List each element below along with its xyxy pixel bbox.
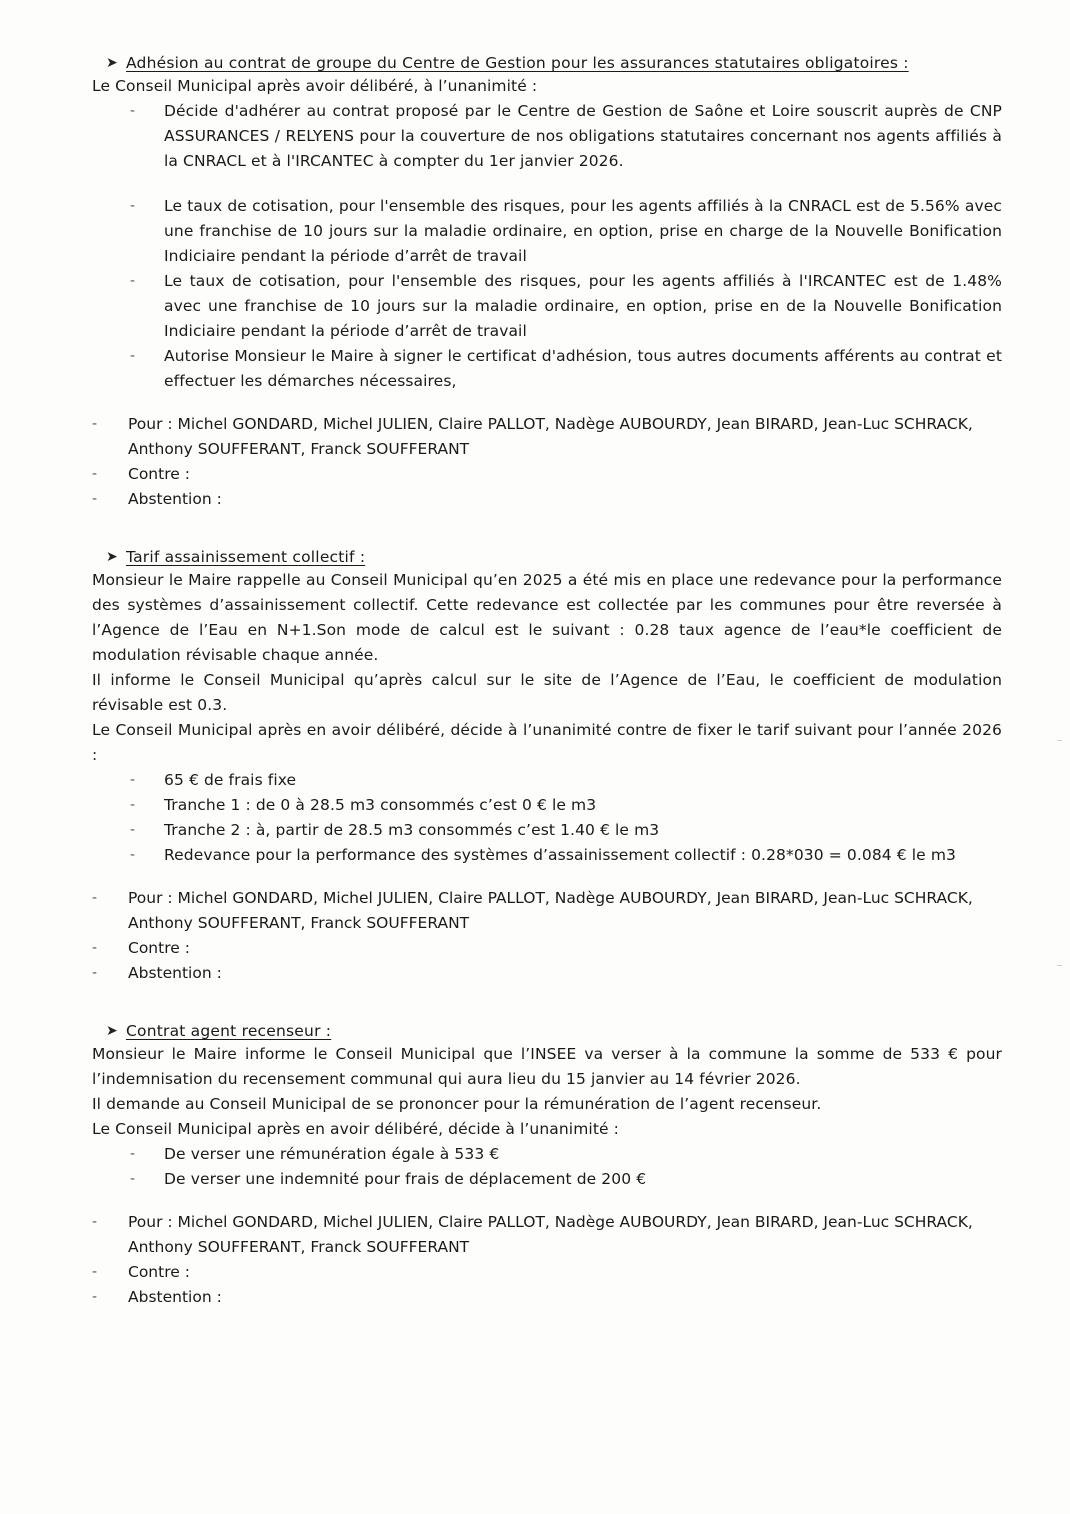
dash-bullet: - [130, 1171, 136, 1187]
dash-bullet: - [130, 273, 136, 289]
tarif-list [130, 768, 1002, 868]
section-heading: Tarif assainissement collectif : [126, 548, 366, 566]
list-item-text: Le taux de cotisation, pour l'ensemble des risques, pour les agents affiliés à la CNRACL est de 5.56% avec une franchise de 10 jours sur la maladie ordinaire, en option, prise en charge de la Nouvelle Bonification Indiciaire pendant la période d’arrêt de travail [164, 197, 1002, 265]
list-item [130, 1167, 1002, 1192]
list-item [130, 768, 1002, 793]
section-tarif-assainissement [92, 546, 1002, 986]
list-item-text: De verser une indemnité pour frais de déplacement de 200 € [164, 1170, 647, 1188]
vote-abstention-text: Abstention : [128, 964, 222, 982]
arrow-bullet-icon: ➤ [106, 55, 118, 71]
list-item [130, 1142, 1002, 1167]
section-heading-row [106, 546, 1002, 568]
dash-bullet: - [92, 940, 98, 956]
vote-abstention [92, 961, 1002, 986]
vote-contre-text: Contre : [128, 1263, 190, 1281]
dash-bullet: - [130, 198, 136, 214]
arrow-bullet-icon: ➤ [106, 549, 118, 565]
vote-contre-text: Contre : [128, 939, 190, 957]
vote-pour-text: Pour : Michel GONDARD, Michel JULIEN, Claire PALLOT, Nadège AUBOURDY, Jean BIRARD, Jean-Luc SCHRACK, Anthony SOUFFERANT, Franck SOUFFERANT [128, 889, 973, 932]
section-heading: Contrat agent recenseur : [126, 1022, 332, 1040]
vote-pour [92, 1210, 1002, 1260]
list-item-text: De verser une rémunération égale à 533 € [164, 1145, 500, 1163]
dash-bullet: - [92, 1214, 98, 1230]
list-item [130, 99, 1002, 174]
vote-contre-text: Contre : [128, 465, 190, 483]
section-adhesion [92, 52, 1002, 512]
section-paragraph: Monsieur le Maire rappelle au Conseil Municipal qu’en 2025 a été mis en place une redevance pour la performance des systèmes d’assainissement collectif. Cette redevance est collectée par les communes pour être reversée à l’Agence de l’Eau en N+1.Son mode de calcul est le suivant : 0.28 taux agence de l’eau*le coefficient de modulation révisable chaque année. [92, 571, 1002, 664]
section-paragraph: Il demande au Conseil Municipal de se prononcer pour la rémunération de l’agent recenseur. [92, 1095, 822, 1113]
vote-block [92, 886, 1002, 986]
vote-block [92, 412, 1002, 512]
vote-block [92, 1210, 1002, 1310]
section-paragraph: Le Conseil Municipal après en avoir délibéré, décide à l’unanimité : [92, 1120, 619, 1138]
dash-bullet: - [130, 772, 136, 788]
section-paragraph: Le Conseil Municipal après en avoir délibéré, décide à l’unanimité contre de fixer le tarif suivant pour l’année 2026 : [92, 721, 1002, 764]
list-item [130, 344, 1002, 394]
dash-bullet: - [92, 416, 98, 432]
dash-bullet: - [130, 1146, 136, 1162]
list-item-text: Redevance pour la performance des systèmes d’assainissement collectif : 0.28*030 = 0.084 € le m3 [164, 846, 956, 864]
dash-bullet: - [92, 1289, 98, 1305]
section-heading-row [106, 1020, 1002, 1042]
arrow-bullet-icon: ➤ [106, 1023, 118, 1039]
vote-contre [92, 936, 1002, 961]
dash-bullet: - [92, 466, 98, 482]
list-item [130, 843, 1002, 868]
vote-pour [92, 886, 1002, 936]
list-item-text: 65 € de frais fixe [164, 771, 297, 789]
scan-edge-mark [1057, 965, 1062, 966]
vote-abstention-text: Abstention : [128, 490, 222, 508]
list-item-text: Tranche 2 : à, partir de 28.5 m3 consommés c’est 1.40 € le m3 [164, 821, 660, 839]
list-item-text: Le taux de cotisation, pour l'ensemble des risques, pour les agents affiliés à l'IRCANTEC est de 1.48% avec une franchise de 10 jours sur la maladie ordinaire, en option, prise en de la Nouvelle Bonification Indiciaire pendant la période d’arrêt de travail [164, 272, 1002, 340]
remuneration-list [130, 1142, 1002, 1192]
dash-bullet: - [92, 1264, 98, 1280]
list-item [130, 818, 1002, 843]
vote-pour-text: Pour : Michel GONDARD, Michel JULIEN, Claire PALLOT, Nadège AUBOURDY, Jean BIRARD, Jean-Luc SCHRACK, Anthony SOUFFERANT, Franck SOUFFERANT [128, 415, 973, 458]
section-contrat-agent-recenseur [92, 1020, 1002, 1310]
decision-list [130, 99, 1002, 394]
scan-edge-mark [1057, 740, 1062, 741]
dash-bullet: - [92, 491, 98, 507]
document-body [92, 52, 1002, 1310]
dash-bullet: - [92, 890, 98, 906]
vote-pour [92, 412, 1002, 462]
dash-bullet: - [130, 797, 136, 813]
dash-bullet: - [130, 103, 136, 119]
dash-bullet: - [92, 965, 98, 981]
section-paragraph: Monsieur le Maire informe le Conseil Municipal que l’INSEE va verser à la commune la somme de 533 € pour l’indemnisation du recensement communal qui aura lieu du 15 janvier au 14 février 2026. [92, 1045, 1002, 1088]
list-item-text: Autorise Monsieur le Maire à signer le certificat d'adhésion, tous autres documents afférents au contrat et effectuer les démarches nécessaires, [164, 347, 1002, 390]
vote-abstention-text: Abstention : [128, 1288, 222, 1306]
list-item [130, 793, 1002, 818]
list-item-text: Tranche 1 : de 0 à 28.5 m3 consommés c’est 0 € le m3 [164, 796, 597, 814]
list-item [130, 269, 1002, 344]
vote-contre [92, 462, 1002, 487]
vote-abstention [92, 1285, 1002, 1310]
section-heading: Adhésion au contrat de groupe du Centre de Gestion pour les assurances statutaires obligatoires : [126, 54, 909, 72]
section-intro: Le Conseil Municipal après avoir délibéré, à l’unanimité : [92, 77, 538, 95]
dash-bullet: - [130, 822, 136, 838]
vote-pour-text: Pour : Michel GONDARD, Michel JULIEN, Claire PALLOT, Nadège AUBOURDY, Jean BIRARD, Jean-Luc SCHRACK, Anthony SOUFFERANT, Franck SOUFFERANT [128, 1213, 973, 1256]
section-heading-row [106, 52, 1002, 74]
dash-bullet: - [130, 847, 136, 863]
vote-contre [92, 1260, 1002, 1285]
vote-abstention [92, 487, 1002, 512]
section-paragraph: Il informe le Conseil Municipal qu’après calcul sur le site de l’Agence de l’Eau, le coefficient de modulation révisable est 0.3. [92, 671, 1002, 714]
list-item [130, 194, 1002, 269]
list-item-text: Décide d'adhérer au contrat proposé par le Centre de Gestion de Saône et Loire souscrit auprès de CNP ASSURANCES / RELYENS pour la couverture de nos obligations statutaires concernant nos agents affiliés à la CNRACL et à l'IRCANTEC à compter du 1er janvier 2026. [164, 102, 1002, 170]
dash-bullet: - [130, 348, 136, 364]
